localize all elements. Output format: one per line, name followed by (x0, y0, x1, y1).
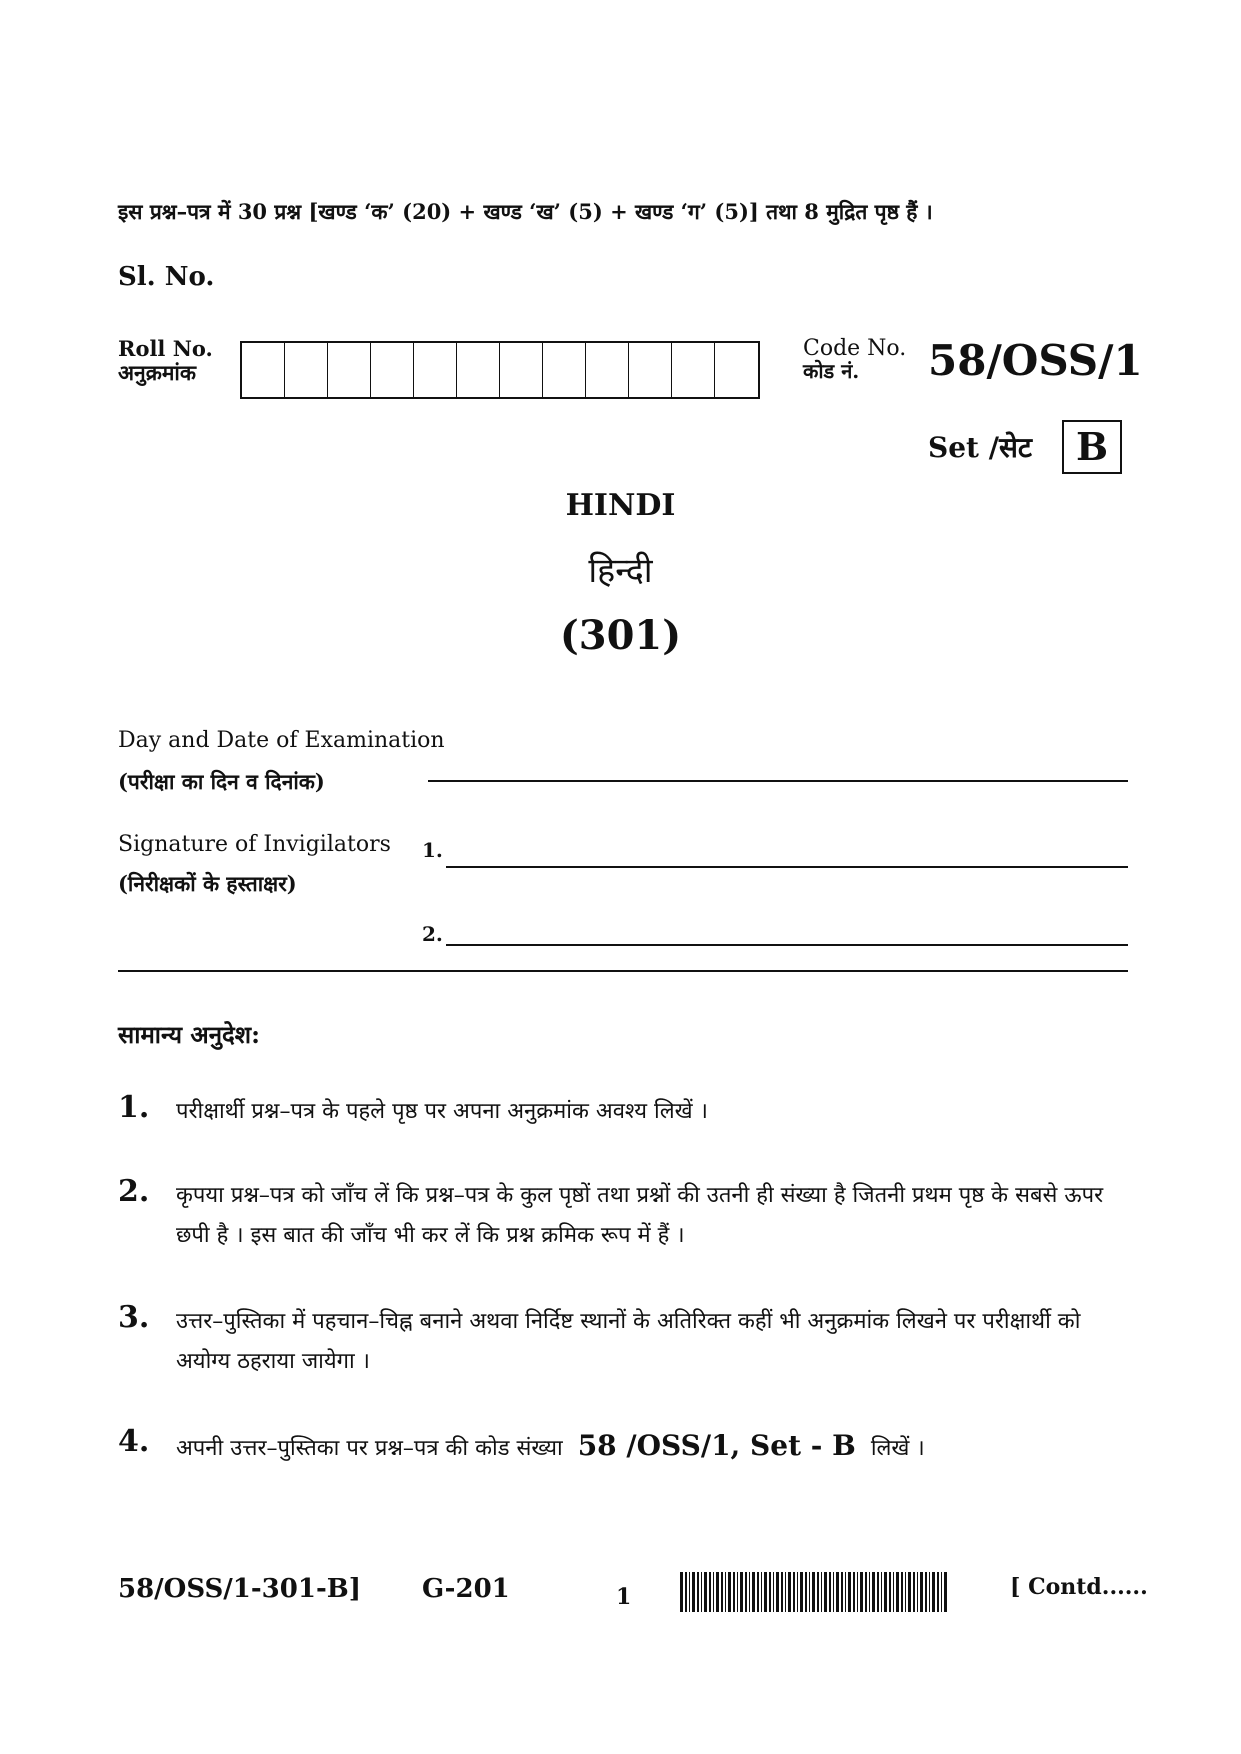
code-number-label (803, 338, 906, 382)
barcode-bar (817, 1572, 819, 1612)
roll-number-label (118, 337, 213, 385)
instruction-number: 4. (118, 1424, 150, 1459)
signature-line-1[interactable] (446, 866, 1128, 868)
barcode-bar (848, 1572, 851, 1612)
code-number-value: 58/OSS/1 (928, 336, 1143, 385)
barcode-bar (697, 1572, 699, 1612)
barcode-bar (937, 1572, 939, 1612)
barcode-bar (764, 1572, 767, 1612)
barcode-bar (893, 1572, 894, 1612)
continued-label: [ Contd...... (1010, 1574, 1148, 1600)
barcode-bar (853, 1572, 855, 1612)
instruction-text (176, 1426, 1136, 1469)
barcode-bar (829, 1572, 831, 1612)
section-divider (118, 970, 1128, 972)
roll-number-box[interactable] (371, 343, 414, 397)
barcode-bar (793, 1572, 795, 1612)
barcode-bar (745, 1572, 747, 1612)
barcode-bar (769, 1572, 771, 1612)
barcode-icon (680, 1572, 950, 1612)
barcode-bar (757, 1572, 759, 1612)
barcode-bar (908, 1572, 911, 1612)
barcode (680, 1572, 950, 1612)
barcode-bar (944, 1572, 947, 1612)
barcode-bar (929, 1572, 930, 1612)
footer-paper-code: 58/OSS/1-301-B] (118, 1574, 362, 1604)
serial-number-label: Sl. No. (118, 262, 215, 292)
barcode-bar (761, 1572, 762, 1612)
code-number-label-en: Code No. (803, 336, 907, 361)
signature-number-1: 1. (422, 838, 443, 862)
roll-number-box[interactable] (457, 343, 500, 397)
instruction-text: कृपया प्रश्न–पत्र को जाँच लें कि प्रश्न–पत्र के कुल पृष्ठों तथा प्रश्नों की उतनी ही संख्या है जितनी प्रथम पृष्ठ के सबसे ऊपर छपी है । इस बात की जाँच भी कर लें कि प्रश्न क्रमिक रूप में हैं । (176, 1183, 1104, 1248)
barcode-bar (709, 1572, 711, 1612)
barcode-bar (913, 1572, 915, 1612)
instruction-number: 2. (118, 1174, 150, 1209)
barcode-bar (809, 1572, 810, 1612)
barcode-bar (733, 1572, 735, 1612)
roll-number-box[interactable] (500, 343, 543, 397)
barcode-bar (749, 1572, 750, 1612)
barcode-bar (865, 1572, 867, 1612)
barcode-bar (889, 1572, 891, 1612)
instruction-text: उत्तर–पुस्तिका में पहचान–चिह्न बनाने अथवा निर्दिष्ट स्थानों के अतिरिक्त कहीं भी अनुक्रमांक लिखने पर परीक्षार्थी को अयोग्य ठहराया जायेगा । (176, 1309, 1081, 1374)
barcode-bar (716, 1572, 719, 1612)
barcode-bar (701, 1572, 702, 1612)
roll-number-box[interactable] (715, 343, 758, 397)
barcode-bar (917, 1572, 918, 1612)
instruction-number: 1. (118, 1090, 150, 1125)
barcode-bar (728, 1572, 731, 1612)
barcode-bar (788, 1572, 791, 1612)
instruction-code-number: 58 /OSS/1, Set - B (577, 1429, 856, 1462)
barcode-bar (680, 1572, 683, 1612)
instruction-text-post: लिखें । (870, 1436, 925, 1461)
page-number: 1 (616, 1584, 632, 1610)
code-number-label-hi: कोड नं. (803, 359, 860, 383)
barcode-bar (773, 1572, 774, 1612)
invigilator-signature-label-hi: (निरीक्षकों के हस्ताक्षर) (118, 871, 297, 896)
subject-title-hi: हिन्दी (588, 551, 653, 591)
barcode-bar (713, 1572, 714, 1612)
barcode-bar (860, 1572, 863, 1612)
barcode-bar (752, 1572, 755, 1612)
barcode-bar (841, 1572, 843, 1612)
barcode-bar (824, 1572, 827, 1612)
exam-date-label-en: Day and Date of Examination (118, 728, 445, 753)
barcode-bar (805, 1572, 807, 1612)
barcode-bar (689, 1572, 690, 1612)
barcode-bar (877, 1572, 879, 1612)
invigilator-signature-label-en: Signature of Invigilators (118, 832, 391, 857)
barcode-bar (905, 1572, 906, 1612)
barcode-bar (812, 1572, 815, 1612)
instruction-number: 3. (118, 1300, 150, 1335)
barcode-bar (884, 1572, 887, 1612)
barcode-bar (740, 1572, 743, 1612)
roll-number-box[interactable] (672, 343, 715, 397)
barcode-bar (857, 1572, 858, 1612)
subject-title-en: HINDI (565, 488, 676, 523)
instructions-title: सामान्य अनुदेश: (118, 1020, 260, 1049)
barcode-bar (737, 1572, 738, 1612)
footer-series-code: G-201 (422, 1574, 510, 1604)
barcode-bar (800, 1572, 803, 1612)
barcode-bar (901, 1572, 903, 1612)
roll-number-box[interactable] (414, 343, 457, 397)
barcode-bar (685, 1572, 687, 1612)
roll-number-box[interactable] (242, 343, 285, 397)
barcode-bar (781, 1572, 783, 1612)
barcode-bar (872, 1572, 875, 1612)
barcode-bar (941, 1572, 942, 1612)
exam-date-label-hi: (परीक्षा का दिन व दिनांक) (118, 769, 325, 794)
barcode-bar (925, 1572, 927, 1612)
barcode-bar (821, 1572, 822, 1612)
barcode-bar (797, 1572, 798, 1612)
instruction-text: परीक्षार्थी प्रश्न–पत्र के पहले पृष्ठ पर अपना अनुक्रमांक अवश्य लिखें । (176, 1099, 708, 1124)
instruction-text-pre: अपनी उत्तर–पुस्तिका पर प्रश्न–पत्र की कोड संख्या (176, 1436, 563, 1461)
barcode-bar (776, 1572, 779, 1612)
barcode-bar (704, 1572, 707, 1612)
barcode-bar (881, 1572, 882, 1612)
set-label: Set /सेट (928, 431, 1032, 464)
roll-number-box[interactable] (629, 343, 672, 397)
barcode-bar (725, 1572, 726, 1612)
barcode-bar (845, 1572, 846, 1612)
roll-number-label-hi: अनुक्रमांक (118, 360, 196, 385)
set-value-box: B (1062, 420, 1122, 474)
paper-summary-line: इस प्रश्न–पत्र में 30 प्रश्न [खण्ड ‘क’ (20) + खण्ड ‘ख’ (5) + खण्ड ‘ग’ (5)] तथा 8 मुद्रित पृष्ठ हैं । (118, 199, 933, 224)
barcode-bar (920, 1572, 923, 1612)
barcode-bar (932, 1572, 935, 1612)
roll-number-box[interactable] (328, 343, 371, 397)
roll-number-box[interactable] (543, 343, 586, 397)
barcode-bar (896, 1572, 899, 1612)
roll-number-box[interactable] (285, 343, 328, 397)
exam-date-line[interactable] (428, 780, 1128, 782)
signature-number-2: 2. (422, 922, 443, 946)
barcode-bar (785, 1572, 786, 1612)
barcode-bar (869, 1572, 870, 1612)
barcode-bar (833, 1572, 834, 1612)
barcode-bar (692, 1572, 695, 1612)
roll-number-boxes[interactable] (240, 341, 760, 399)
subject-code: (301) (559, 612, 682, 659)
barcode-bar (721, 1572, 723, 1612)
roll-number-label-en: Roll No. (118, 336, 213, 361)
barcode-bar (836, 1572, 839, 1612)
signature-line-2[interactable] (446, 944, 1128, 946)
roll-number-box[interactable] (586, 343, 629, 397)
